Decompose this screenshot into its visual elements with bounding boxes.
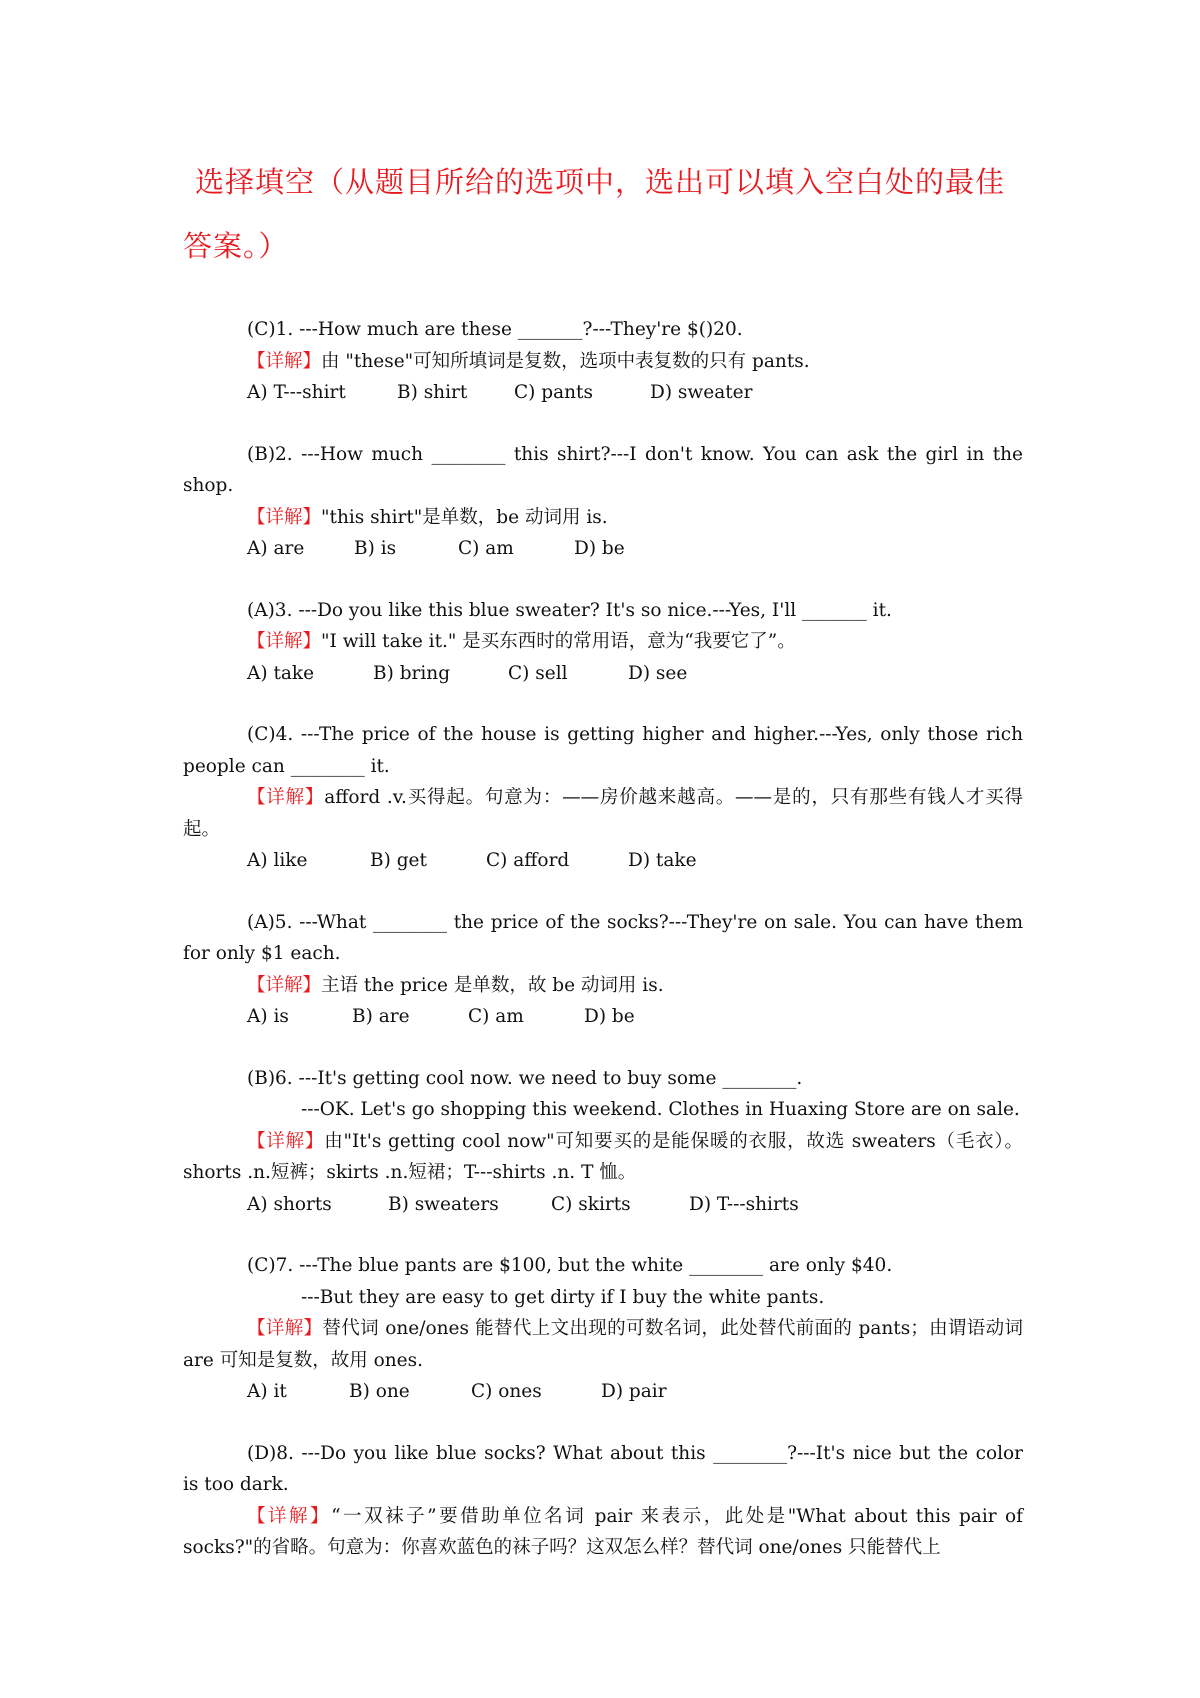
- detail-tag: 【详解】: [247, 974, 322, 996]
- question-stem: (A)5. ---What ________ the price of the socks?---They're on sale. You can have them for only $1 each.: [183, 911, 1023, 964]
- question-options: [183, 845, 1023, 877]
- option-d: D) be: [584, 1006, 635, 1027]
- option-d: D) see: [628, 662, 688, 684]
- detail-tag: 【详解】: [247, 1505, 332, 1527]
- question-explanation: 【详解】"I will take it." 是买东西时的常用语，意为“我要它了”。: [247, 631, 796, 652]
- question-options: [183, 1189, 1023, 1221]
- question-stem: (B)6. ---It's getting cool now. we need to buy some ________.: [247, 1067, 803, 1089]
- option-b: B) one: [349, 1381, 410, 1402]
- question-stem-reply: ---OK. Let's go shopping this weekend. Clothes in Huaxing Store are on sale.: [301, 1099, 1020, 1120]
- option-b: B) bring: [373, 662, 451, 684]
- option-c: C) am: [468, 1006, 524, 1027]
- option-a: A) is: [247, 1006, 289, 1027]
- option-d: D) take: [628, 850, 697, 871]
- option-d: D) T---shirts: [689, 1193, 799, 1215]
- question-options: [183, 658, 1023, 690]
- option-b: B) are: [352, 1006, 410, 1027]
- option-a: A) take: [247, 662, 315, 684]
- question-6: [183, 1063, 1023, 1221]
- option-c: C) afford: [486, 850, 570, 871]
- question-explanation: 【详解】主语 the price 是单数，故 be 动词用 is.: [247, 974, 664, 996]
- section-title: 选择填空（从题目所给的选项中，选出可以填入空白处的最佳答案。）: [183, 165, 1006, 263]
- option-a: A) it: [247, 1381, 287, 1402]
- question-stem-reply: ---But they are easy to get dirty if I buy the white pants.: [301, 1286, 825, 1308]
- option-b: B) get: [370, 850, 427, 871]
- option-c: C) ones: [471, 1381, 542, 1402]
- question-stem: (B)2. ---How much ________ this shirt?---I don't know. You can ask the girl in the shop.: [183, 443, 1023, 496]
- question-explanation: 【详解】由"It's getting cool now"可知要买的是能保暖的衣服，故选 sweaters（毛衣）。shorts .n.短裤；skirts .n.短裙；T---shirts .n. T 恤。: [183, 1130, 1023, 1183]
- detail-tag: 【详解】: [247, 506, 322, 528]
- option-b: B) sweaters: [388, 1193, 499, 1215]
- question-stem: (C)7. ---The blue pants are $100, but the white ________ are only $40.: [247, 1255, 893, 1276]
- question-5: [183, 907, 1023, 1033]
- option-a: A) shorts: [247, 1193, 332, 1215]
- option-d: D) pair: [601, 1381, 667, 1402]
- question-stem: (C)4. ---The price of the house is getting higher and higher.---Yes, only those rich people can ________ it.: [183, 724, 1023, 777]
- option-c: C) am: [458, 538, 514, 559]
- option-b: B) is: [354, 538, 397, 559]
- question-explanation: 【详解】由 "these"可知所填词是复数，选项中表复数的只有 pants.: [247, 350, 810, 372]
- question-explanation: 【详解】afford .v.买得起。句意为：——房价越来越高。——是的，只有那些有钱人才买得起。: [183, 787, 1023, 840]
- detail-tag: 【详解】: [247, 350, 322, 372]
- option-d: D) be: [574, 538, 625, 559]
- question-explanation: 【详解】替代词 one/ones 能替代上文出现的可数名词，此处替代前面的 pants；由谓语动词 are 可知是复数，故用 ones.: [183, 1318, 1023, 1371]
- question-1: [183, 314, 1023, 409]
- question-3: [183, 595, 1023, 690]
- question-stem: (A)3. ---Do you like this blue sweater? It's so nice.---Yes, I'll _______ it.: [247, 599, 892, 621]
- question-options: [183, 1376, 1023, 1408]
- worksheet-page: [183, 150, 1023, 1594]
- detail-tag: 【详解】: [247, 631, 322, 652]
- question-4: [183, 719, 1023, 877]
- question-options: [183, 1001, 1023, 1033]
- question-explanation: 【详解】“一双袜子”要借助单位名词 pair 来表示，此处是"What about this pair of socks?"的省略。句意为：你喜欢蓝色的袜子吗？这双怎么样？替代词 one/ones 只能替代上: [183, 1505, 1023, 1558]
- detail-tag: 【详解】: [247, 1130, 325, 1152]
- question-8: [183, 1438, 1023, 1564]
- question-stem: (D)8. ---Do you like blue socks? What about this ________?---It's nice but the color is too dark.: [183, 1442, 1023, 1495]
- detail-tag: 【详解】: [247, 787, 325, 808]
- question-explanation: 【详解】"this shirt"是单数，be 动词用 is.: [247, 506, 608, 528]
- option-c: C) skirts: [551, 1193, 631, 1215]
- question-options: [183, 377, 1023, 409]
- question-stem: (C)1. ---How much are these _______?---They're $()20.: [247, 319, 743, 340]
- question-7: [183, 1250, 1023, 1408]
- option-c: C) sell: [508, 662, 568, 684]
- option-a: A) are: [247, 538, 305, 559]
- question-2: [183, 439, 1023, 565]
- question-options: [183, 533, 1023, 565]
- option-a: A) T---shirt: [247, 382, 346, 403]
- option-c: C) pants: [514, 382, 593, 403]
- option-a: A) like: [247, 850, 308, 871]
- detail-tag: 【详解】: [247, 1318, 323, 1339]
- option-b: B) shirt: [397, 382, 468, 403]
- option-d: D) sweater: [650, 382, 753, 403]
